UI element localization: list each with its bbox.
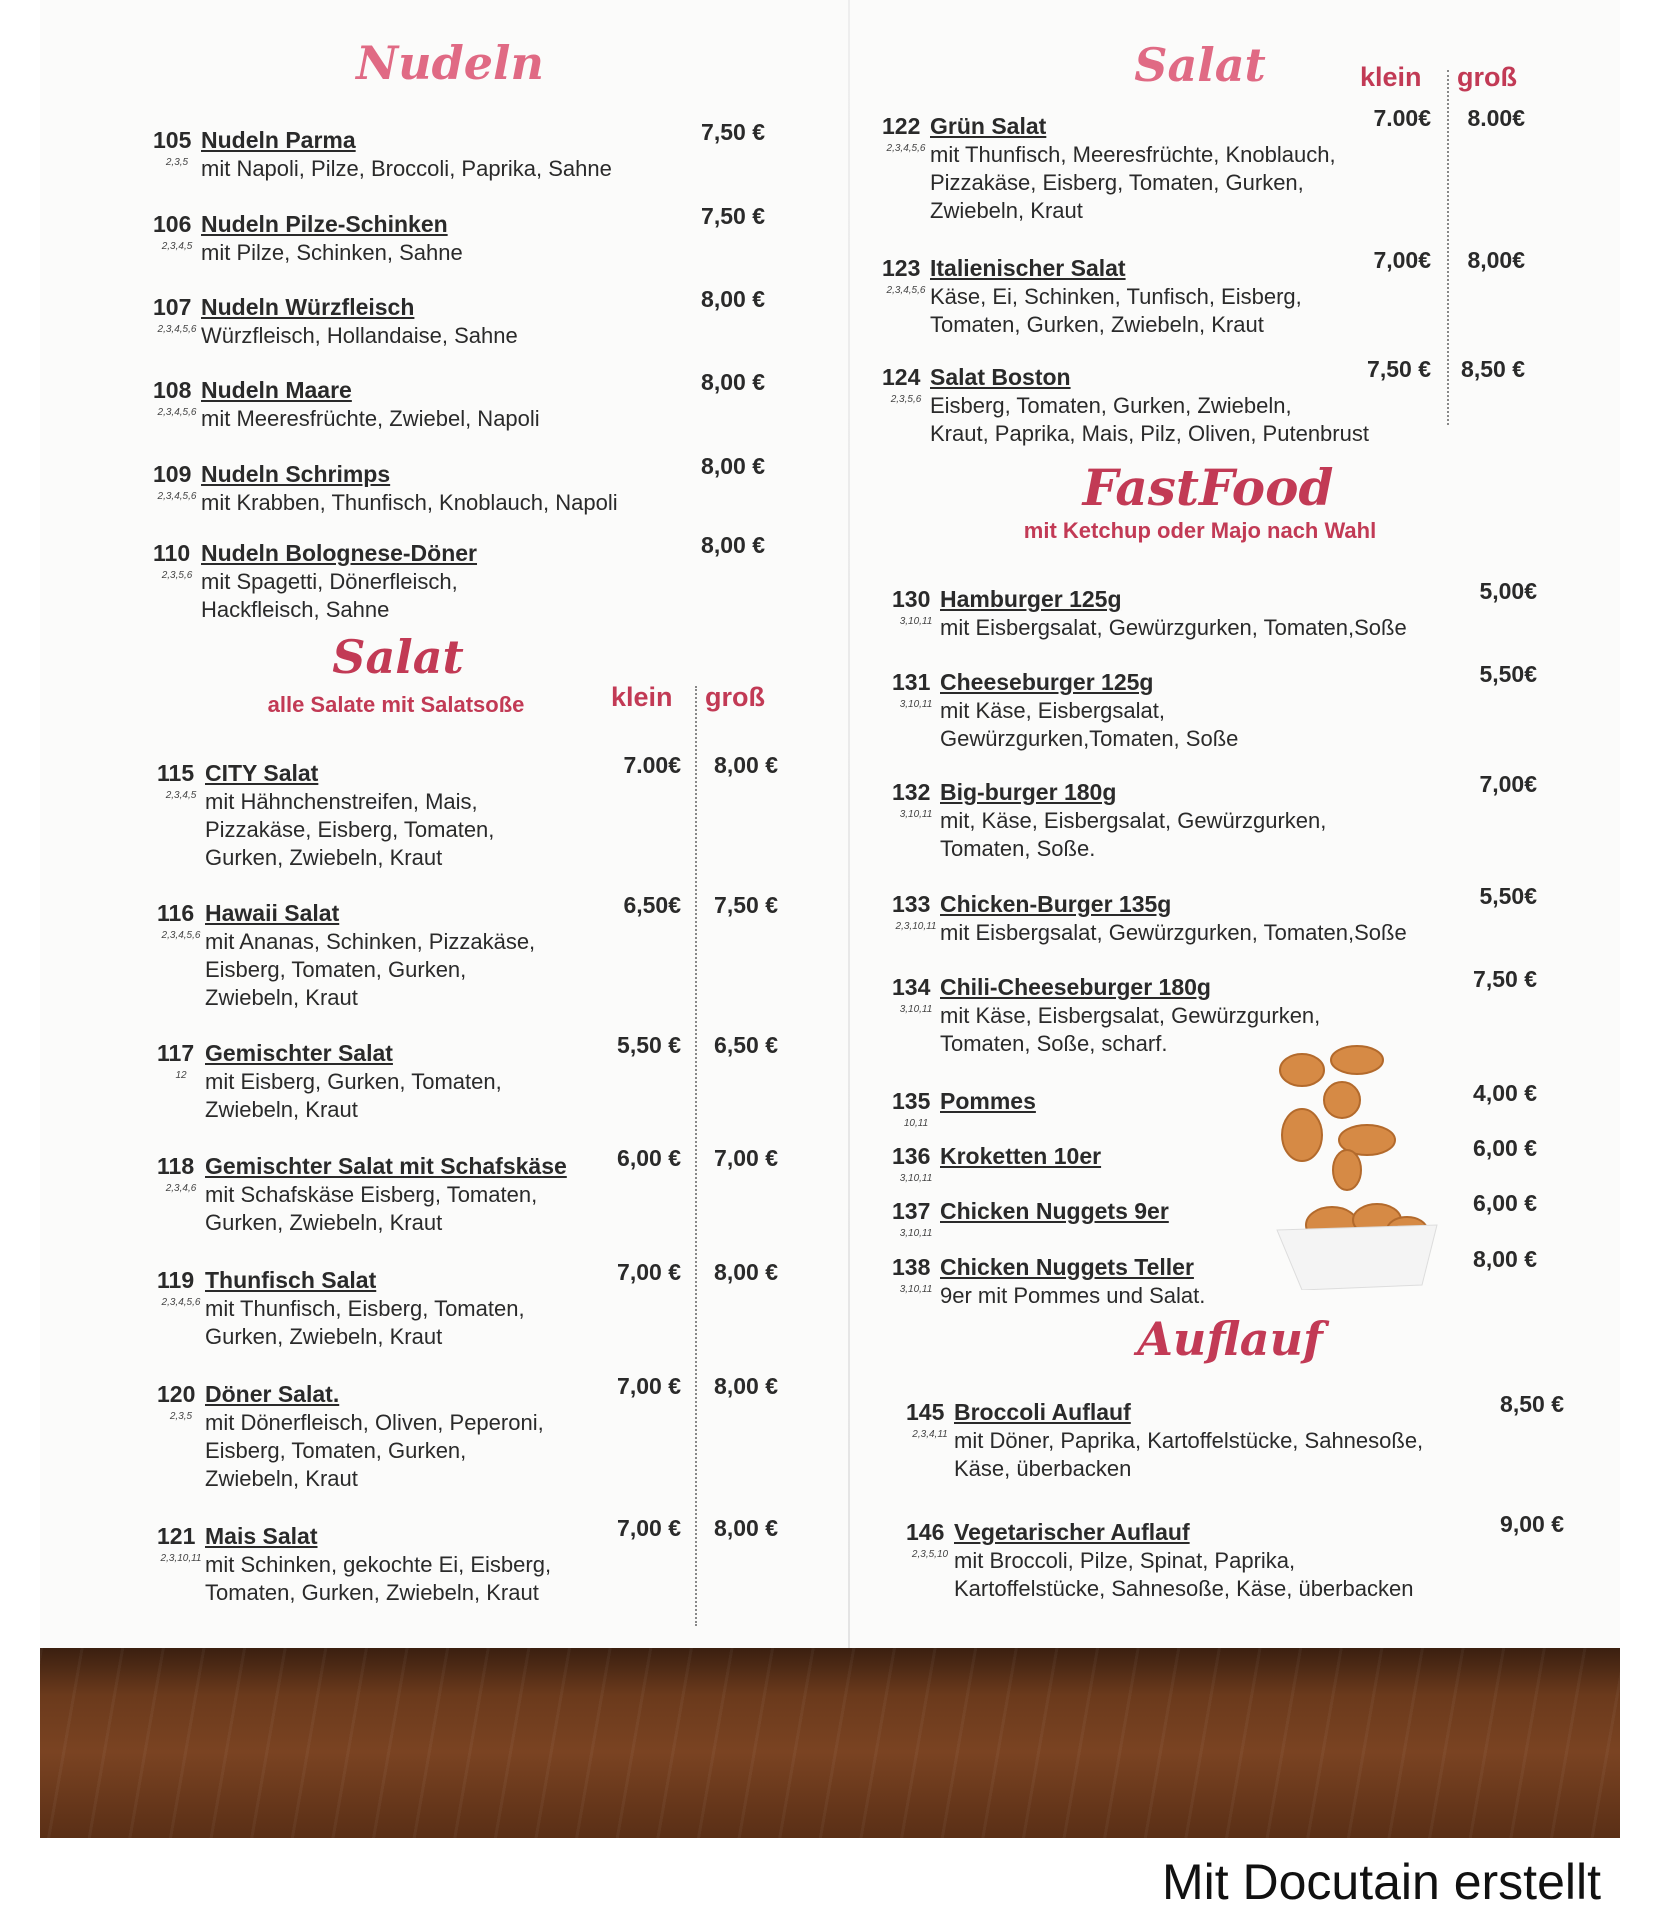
- footer-caption: Mit Docutain erstellt: [1161, 1854, 1601, 1910]
- item-name: Nudeln Pilze-Schinken: [201, 211, 448, 237]
- item-description: mit Thunfisch, Eisberg, Tomaten, Gurken, Zwiebeln, Kraut: [205, 1296, 525, 1349]
- fastfood-subtitle: mit Ketchup oder Majo nach Wahl: [1023, 518, 1377, 543]
- allergen-codes: 2,3,4,5,6: [157, 491, 197, 502]
- item-number: 117: [157, 1040, 195, 1066]
- item-description: Käse, Ei, Schinken, Tunfisch, Eisberg, Tomaten, Gurken, Zwiebeln, Kraut: [930, 284, 1302, 337]
- item-name: Italienischer Salat: [930, 255, 1126, 281]
- item-name: Thunfisch Salat: [205, 1267, 377, 1293]
- allergen-codes: 2,3,5: [169, 1411, 193, 1422]
- allergen-codes: 3,10,11: [899, 1228, 933, 1239]
- allergen-codes: 2,3,4,11: [912, 1429, 948, 1440]
- allergen-codes: 12: [175, 1070, 187, 1081]
- item-description: mit Eisberg, Gurken, Tomaten, Zwiebeln, Kraut: [205, 1069, 502, 1122]
- item-name: Cheeseburger 125g: [940, 669, 1154, 695]
- item-price-small: 7,00 €: [617, 1515, 681, 1541]
- item-name: Chicken Nuggets Teller: [940, 1254, 1194, 1280]
- item-number: 133: [892, 891, 931, 917]
- item-description: mit Napoli, Pilze, Broccoli, Paprika, Sahne: [201, 156, 612, 181]
- item-price: 8,00 €: [701, 532, 765, 558]
- allergen-codes: 3,10,11: [899, 1173, 933, 1184]
- item-price-small: 6,00 €: [617, 1145, 681, 1171]
- item-price-large: 8,00€: [1467, 247, 1525, 273]
- item-number: 138: [892, 1254, 931, 1280]
- item-price-small: 7,00€: [1373, 247, 1431, 273]
- item-name: Hamburger 125g: [940, 586, 1122, 612]
- item-number: 105: [153, 127, 192, 153]
- item-name: Hawaii Salat: [205, 900, 340, 926]
- item-price-large: 8,50 €: [1461, 356, 1525, 382]
- item-number: 136: [892, 1143, 931, 1169]
- chicken-nuggets-image: [1272, 1040, 1442, 1290]
- item-name: Big-burger 180g: [940, 779, 1117, 805]
- item-price-large: 6,50 €: [714, 1032, 778, 1058]
- section-heading-auflauf: Auflauf: [1137, 1312, 1323, 1366]
- item-description: Würzfleisch, Hollandaise, Sahne: [201, 323, 518, 348]
- section-heading-fastfood: FastFood: [1082, 458, 1334, 517]
- item-price-small: 7,00 €: [617, 1373, 681, 1399]
- item-price-large: 8,00 €: [714, 1259, 778, 1285]
- item-price-large: 8,00 €: [714, 1373, 778, 1399]
- allergen-codes: 2,3,10,11: [895, 921, 937, 932]
- allergen-codes: 2,3,5,10: [911, 1549, 949, 1560]
- item-price: 5,00€: [1479, 578, 1537, 604]
- item-description: mit Hähnchenstreifen, Mais, Pizzakäse, Eisberg, Tomaten, Gurken, Zwiebeln, Kraut: [205, 789, 495, 870]
- item-price-large: 8,00 €: [714, 1515, 778, 1541]
- item-number: 123: [882, 255, 921, 281]
- item-number: 120: [157, 1381, 196, 1407]
- item-price-large: 8,00 €: [714, 752, 778, 778]
- item-number: 116: [157, 900, 195, 926]
- salat-subtitle: alle Salate mit Salatsoße: [267, 692, 525, 717]
- item-number: 118: [157, 1153, 195, 1179]
- item-description: mit Schafskäse Eisberg, Tomaten, Gurken, Zwiebeln, Kraut: [205, 1182, 538, 1235]
- allergen-codes: 3,10,11: [899, 1284, 933, 1295]
- item-description: mit Döner, Paprika, Kartoffelstücke, Sahnesoße, Käse, überbacken: [954, 1428, 1424, 1481]
- item-number: 110: [153, 540, 191, 566]
- item-name: Mais Salat: [205, 1523, 318, 1549]
- item-price: 6,00 €: [1473, 1135, 1537, 1161]
- allergen-codes: 10,11: [903, 1118, 929, 1129]
- item-number: 132: [892, 779, 931, 805]
- item-number: 134: [892, 974, 931, 1000]
- allergen-codes: 2,3,5: [165, 157, 189, 168]
- column-gross: groß: [705, 682, 765, 712]
- item-name: Salat Boston: [930, 364, 1071, 390]
- item-price-large: 8.00€: [1467, 105, 1525, 131]
- item-description: mit Käse, Eisbergsalat, Gewürzgurken, Tomaten, Soße, scharf.: [940, 1003, 1321, 1056]
- column-klein-right: klein: [1360, 62, 1422, 92]
- item-price: 5,50€: [1479, 661, 1537, 687]
- allergen-codes: 2,3,4,5,6: [886, 285, 926, 296]
- item-number: 106: [153, 211, 192, 237]
- item-name: Döner Salat.: [205, 1381, 340, 1407]
- item-number: 135: [892, 1088, 931, 1114]
- item-name: Chili-Cheeseburger 180g: [940, 974, 1211, 1000]
- item-name: CITY Salat: [205, 760, 319, 786]
- item-price: 5,50€: [1479, 883, 1537, 909]
- item-name: Gemischter Salat: [205, 1040, 393, 1066]
- allergen-codes: 3,10,11: [899, 809, 933, 820]
- item-name: Chicken-Burger 135g: [940, 891, 1172, 917]
- allergen-codes: 2,3,4,5: [165, 790, 197, 801]
- page-fold: [848, 0, 850, 1660]
- item-price: 8,00 €: [701, 286, 765, 312]
- item-description: mit Eisbergsalat, Gewürzgurken, Tomaten,Soße: [940, 615, 1407, 640]
- item-number: 122: [882, 113, 921, 139]
- item-name: Chicken Nuggets 9er: [940, 1198, 1169, 1224]
- allergen-codes: 2,3,4,5: [161, 241, 193, 252]
- item-number: 115: [157, 760, 195, 786]
- allergen-codes: 2,3,4,5,6: [161, 930, 201, 941]
- item-description: mit Käse, Eisbergsalat, Gewürzgurken,Tomaten, Soße: [940, 698, 1239, 751]
- item-description: mit Spagetti, Dönerfleisch, Hackfleisch, Sahne: [201, 569, 458, 622]
- item-price: 8,00 €: [701, 369, 765, 395]
- item-price: 8,50 €: [1500, 1391, 1564, 1417]
- item-description: mit Broccoli, Pilze, Spinat, Paprika, Kartoffelstücke, Sahnesoße, Käse, überbacken: [954, 1548, 1414, 1601]
- section-heading-salat: Salat: [332, 630, 464, 684]
- item-description: mit Meeresfrüchte, Zwiebel, Napoli: [201, 406, 540, 431]
- item-description: mit Eisbergsalat, Gewürzgurken, Tomaten,Soße: [940, 920, 1407, 945]
- item-description: mit Schinken, gekochte Ei, Eisberg, Tomaten, Gurken, Zwiebeln, Kraut: [205, 1552, 552, 1605]
- item-description: mit Ananas, Schinken, Pizzakäse, Eisberg, Tomaten, Gurken, Zwiebeln, Kraut: [205, 929, 536, 1010]
- allergen-codes: 3,10,11: [899, 1004, 933, 1015]
- item-number: 124: [882, 364, 921, 390]
- column-gross-right: groß: [1457, 62, 1517, 92]
- item-number: 131: [892, 669, 931, 695]
- item-description: 9er mit Pommes und Salat.: [940, 1283, 1206, 1308]
- item-price-large: 7,00 €: [714, 1145, 778, 1171]
- item-price: 8,00 €: [1473, 1246, 1537, 1272]
- allergen-codes: 2,3,4,5,6: [157, 324, 197, 335]
- allergen-codes: 2,3,4,5,6: [157, 407, 197, 418]
- section-heading-nudeln: Nudeln: [356, 36, 544, 90]
- allergen-codes: 3,10,11: [899, 699, 933, 710]
- item-number: 137: [892, 1198, 931, 1224]
- item-number: 146: [906, 1519, 945, 1545]
- item-price-small: 7,00 €: [617, 1259, 681, 1285]
- price-divider-right: [1447, 70, 1449, 425]
- wooden-table: [40, 1648, 1620, 1838]
- item-price: 4,00 €: [1473, 1080, 1537, 1106]
- item-name: Gemischter Salat mit Schafskäse: [205, 1153, 567, 1179]
- item-name: Nudeln Würzfleisch: [201, 294, 415, 320]
- item-price: 9,00 €: [1500, 1511, 1564, 1537]
- item-number: 121: [157, 1523, 196, 1549]
- allergen-codes: 2,3,4,5,6: [161, 1297, 201, 1308]
- allergen-codes: 2,3,4,6: [165, 1183, 197, 1194]
- item-price: 7,50 €: [701, 203, 765, 229]
- allergen-codes: 3,10,11: [899, 616, 933, 627]
- section-heading-salat-right: Salat: [1134, 38, 1266, 92]
- item-price: 7,50 €: [701, 119, 765, 145]
- item-price-small: 7.00€: [1373, 105, 1431, 131]
- item-price: 7,00€: [1479, 771, 1537, 797]
- item-price-small: 6,50€: [623, 892, 681, 918]
- item-name: Nudeln Schrimps: [201, 461, 391, 487]
- item-price: 8,00 €: [701, 453, 765, 479]
- item-description: mit, Käse, Eisbergsalat, Gewürzgurken, Tomaten, Soße.: [940, 808, 1327, 861]
- item-name: Kroketten 10er: [940, 1143, 1102, 1169]
- item-name: Nudeln Parma: [201, 127, 356, 153]
- item-description: mit Pilze, Schinken, Sahne: [201, 240, 463, 265]
- item-price-small: 7.00€: [623, 752, 681, 778]
- item-price-large: 7,50 €: [714, 892, 778, 918]
- item-description: mit Thunfisch, Meeresfrüchte, Knoblauch, Pizzakäse, Eisberg, Tomaten, Gurken, Zwiebeln, Kraut: [930, 142, 1336, 223]
- item-name: Grün Salat: [930, 113, 1047, 139]
- column-klein: klein: [611, 682, 673, 712]
- item-number: 109: [153, 461, 192, 487]
- item-name: Nudeln Bolognese-Döner: [201, 540, 478, 566]
- allergen-codes: 2,3,10,11: [160, 1553, 202, 1564]
- item-number: 107: [153, 294, 192, 320]
- item-price-small: 5,50 €: [617, 1032, 681, 1058]
- allergen-codes: 2,3,5,6: [890, 394, 922, 405]
- item-name: Vegetarischer Auflauf: [954, 1519, 1190, 1545]
- item-description: Eisberg, Tomaten, Gurken, Zwiebeln, Kraut, Paprika, Mais, Pilz, Oliven, Putenbrust: [930, 393, 1369, 446]
- item-price: 7,50 €: [1473, 966, 1537, 992]
- item-number: 119: [157, 1267, 195, 1293]
- allergen-codes: 2,3,5,6: [161, 570, 193, 581]
- item-name: Nudeln Maare: [201, 377, 352, 403]
- item-description: mit Dönerfleisch, Oliven, Peperoni, Eisberg, Tomaten, Gurken, Zwiebeln, Kraut: [205, 1410, 544, 1491]
- item-number: 108: [153, 377, 192, 403]
- item-price-small: 7,50 €: [1367, 356, 1431, 382]
- item-price: 6,00 €: [1473, 1190, 1537, 1216]
- allergen-codes: 2,3,4,5,6: [886, 143, 926, 154]
- price-divider: [695, 686, 697, 1626]
- item-name: Pommes: [940, 1088, 1036, 1114]
- item-description: mit Krabben, Thunfisch, Knoblauch, Napoli: [201, 490, 618, 515]
- item-name: Broccoli Auflauf: [954, 1399, 1131, 1425]
- item-number: 145: [906, 1399, 945, 1425]
- item-number: 130: [892, 586, 931, 612]
